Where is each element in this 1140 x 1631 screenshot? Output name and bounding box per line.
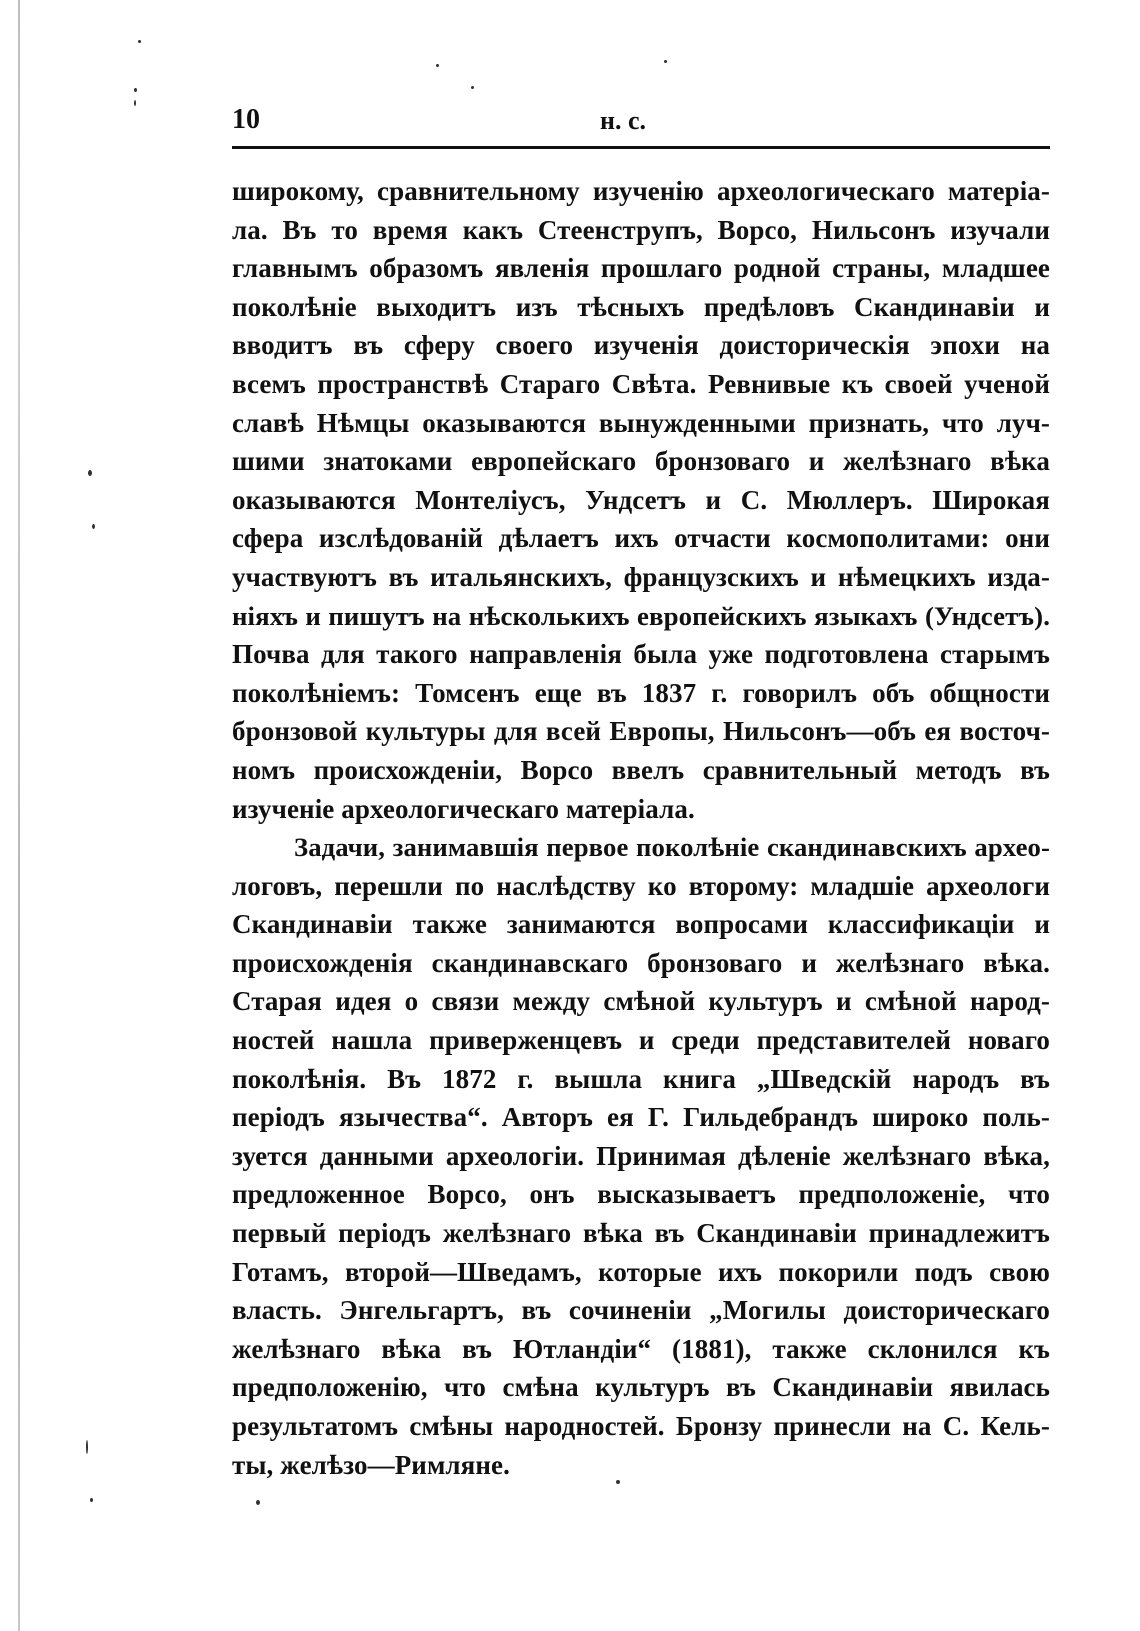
text-line: ніяхъ и пишутъ на нѣсколькихъ европейскихъ языкахъ (Ундсетъ). [232, 600, 1050, 631]
text-line: главнымъ образомъ явленія прошлаго родной страны, младшее [232, 253, 1050, 284]
text-line: изученіе археологическаго матеріала. [232, 793, 695, 824]
paragraph [232, 828, 1050, 1484]
text-line: поколѣніемъ: Томсенъ еще въ 1837 г. говорилъ объ общности [232, 677, 1050, 708]
scan-speck [88, 470, 92, 476]
text-line: Скандинавіи также занимаются вопросами классификаціи и [232, 909, 1050, 940]
page-number: 10 [232, 104, 260, 135]
body-text [232, 172, 1050, 1484]
header-rule [232, 146, 1050, 149]
scan-speck [471, 86, 474, 89]
page-header [232, 100, 1050, 146]
text-line: всемъ пространствѣ Стараго Свѣта. Ревнивые къ своей ученой [232, 368, 1050, 399]
text-line: власть. Энгельгартъ, въ сочиненіи „Могилы доисторическаго [232, 1295, 1050, 1326]
text-line: предположенію, что смѣна культуръ въ Скандинавіи явилась [232, 1372, 1050, 1403]
text-line: предложенное Ворсо, онъ высказываетъ предположеніе, что [232, 1179, 1050, 1210]
scan-speck [436, 64, 439, 67]
text-line: поколѣніе выходитъ изъ тѣсныхъ предѣловъ Скандинавіи и [232, 291, 1050, 322]
text-line: ла. Въ то время какъ Стеенструпъ, Ворсо, Нильсонъ изучали [232, 214, 1050, 245]
scan-speck [664, 60, 667, 63]
text-line: сфера изслѣдованій дѣлаетъ ихъ отчасти космополитами: они [232, 523, 1050, 554]
paragraph [232, 172, 1050, 828]
text-line: оказываются Монтеліусъ, Ундсетъ и С. Мюллеръ. Широкая [232, 484, 1050, 515]
scan-speck [134, 88, 137, 92]
text-line: номъ происхожденіи, Ворсо ввелъ сравнительный методъ въ [232, 754, 1050, 785]
text-line: происхожденія скандинавскаго бронзоваго и желѣзнаго вѣка. [232, 947, 1050, 978]
text-line: вводитъ въ сферу своего изученія доисторическія эпохи на [232, 330, 1050, 361]
text-line: бронзовой культуры для всей Европы, Нильсонъ—объ ея восточ- [232, 716, 1050, 747]
text-line: первый періодъ желѣзнаго вѣка въ Скандинавіи принадлежитъ [232, 1218, 1050, 1249]
text-line: Старая идея о связи между смѣной культуръ и смѣной народ- [232, 986, 1050, 1017]
text-line: широкому, сравнительному изученію археологическаго матеріа- [232, 176, 1050, 206]
text-line: результатомъ смѣны народностей. Бронзу принесли на С. Кель- [232, 1411, 1050, 1441]
scan-speck [86, 1440, 88, 1454]
text-line: Задачи, занимавшія первое поколѣніе скандинавскихъ архео- [294, 832, 1050, 863]
text-line: періодъ язычества“. Авторъ ея Г. Гильдебрандъ широко поль- [232, 1102, 1050, 1133]
text-line: Готамъ, второй—Шведамъ, которые ихъ покорили подъ свою [232, 1256, 1050, 1287]
text-line: ты, желѣзо—Римляне. [232, 1449, 510, 1480]
text-line: Почва для такого направленія была уже подготовлена старымъ [232, 639, 1050, 670]
text-line: поколѣнія. Въ 1872 г. вышла книга „Шведскій народъ въ [232, 1063, 1050, 1094]
text-line: славѣ Нѣмцы оказываются вынужденными признать, что луч- [232, 407, 1050, 438]
scan-speck [256, 1500, 260, 1505]
text-line: желѣзнаго вѣка въ Ютландіи“ (1881), также склонился къ [232, 1333, 1050, 1364]
text-line: участвуютъ въ итальянскихъ, французскихъ и нѣмецкихъ изда- [232, 561, 1050, 592]
scan-speck [90, 1498, 93, 1502]
scan-speck [138, 40, 141, 43]
text-line: зуется данными археологіи. Принимая дѣленіе желѣзнаго вѣка, [232, 1140, 1050, 1171]
scan-speck [134, 100, 136, 106]
binding-edge [18, 0, 20, 1631]
text-line: шими знатоками европейскаго бронзоваго и желѣзнаго вѣка [232, 446, 1050, 477]
text-line: логовъ, перешли по наслѣдству ко второму: младшіе археологи [232, 870, 1050, 901]
scan-speck [92, 524, 95, 529]
text-line: ностей нашла приверженцевъ и среди представителей новаго [232, 1025, 1050, 1056]
running-head: н. с. [600, 106, 647, 135]
